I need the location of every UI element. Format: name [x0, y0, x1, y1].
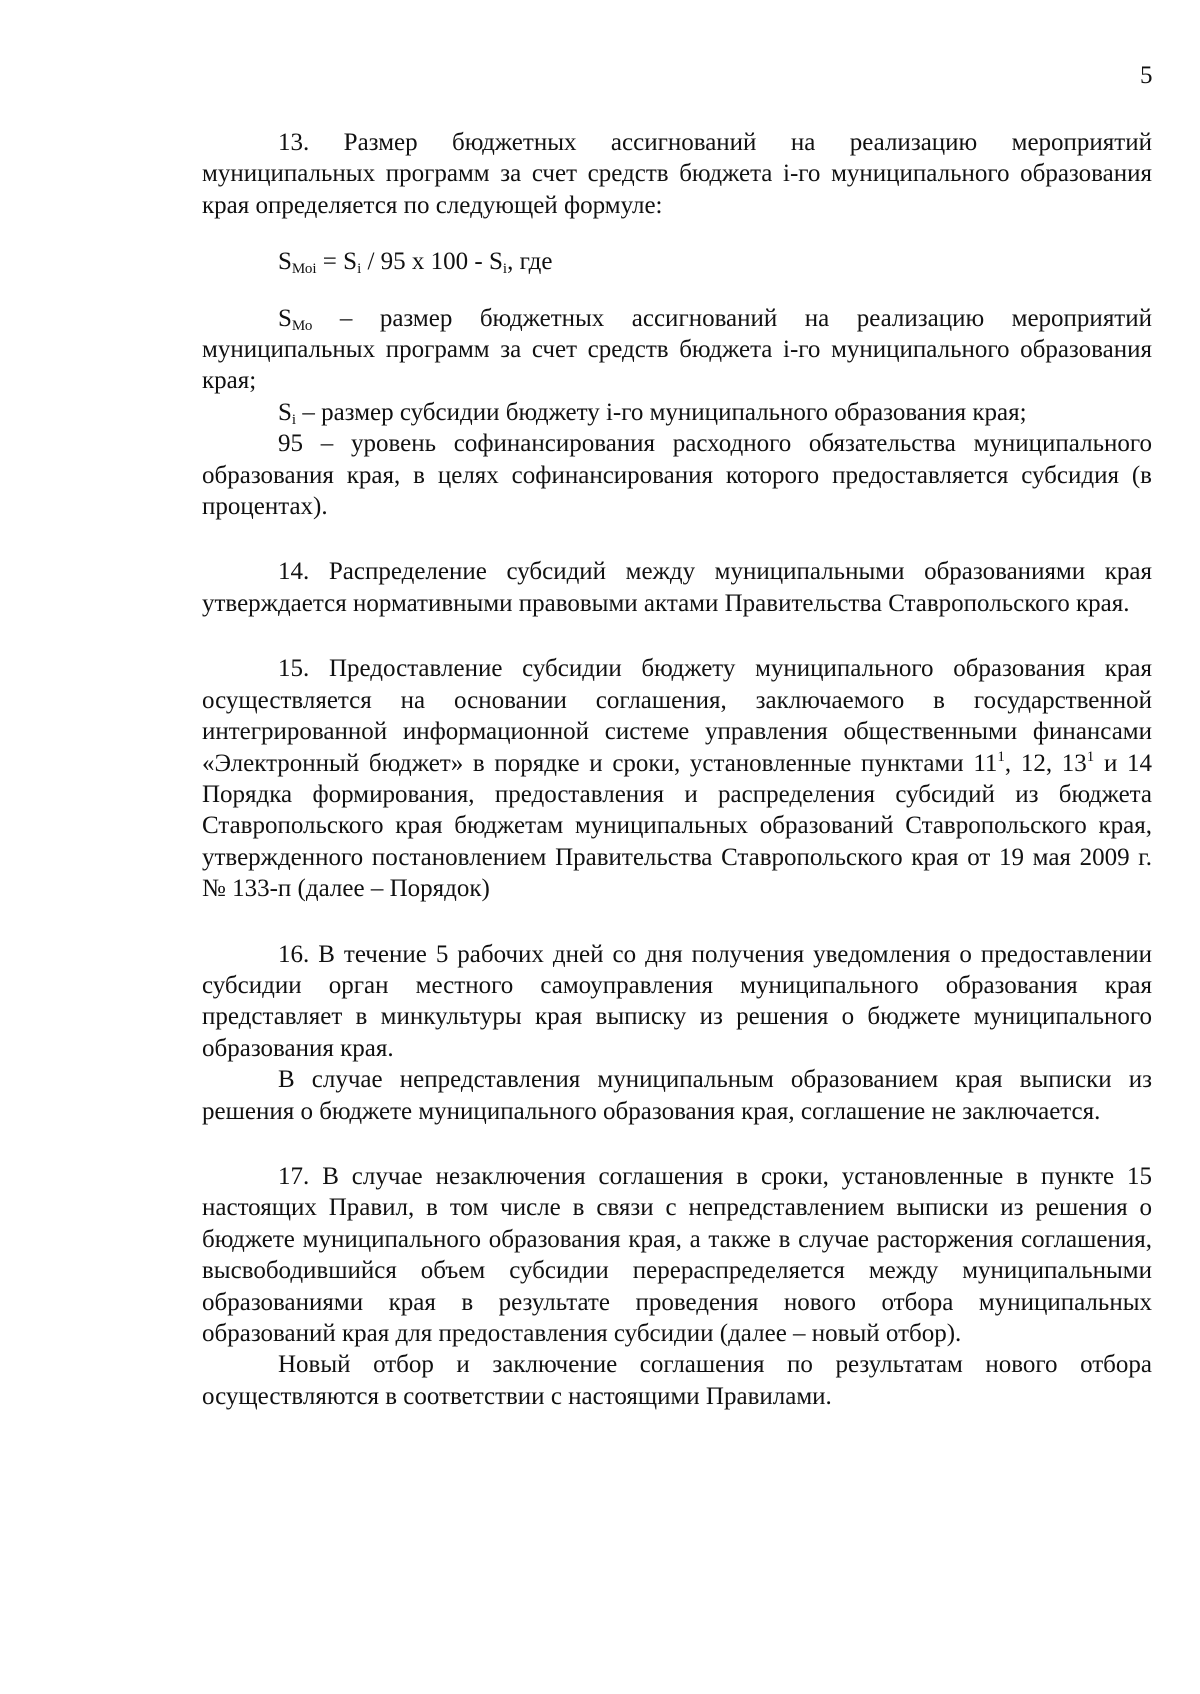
- formula-part: , где: [507, 248, 553, 276]
- definition-smo: [202, 303, 1152, 397]
- formula-symbol: S: [278, 248, 292, 276]
- definition-symbol: S: [278, 398, 292, 426]
- definition-subscript: i: [291, 411, 297, 428]
- paragraph-15-text: , 12, 13: [1004, 749, 1087, 777]
- paragraph-15: [202, 653, 1152, 904]
- document-body: [202, 127, 1152, 1412]
- definition-symbol: S: [278, 304, 292, 332]
- paragraph-14: 14. Распределение субсидий между муниципальными образованиями края утверждается нормативными правовыми актами Правительства Ставропольского края.: [202, 558, 1152, 617]
- formula-subscript: i: [357, 261, 362, 278]
- formula-part: / 95 х 100 - S: [361, 248, 503, 276]
- paragraph-16: 16. В течение 5 рабочих дней со дня получения уведомления о предоставлении субсидии орган местного самоуправления муниципального образования края представляет в минкультуры края выписку из решения о бюджете муниципального образования края.: [202, 940, 1152, 1062]
- definition-subscript: Мо: [291, 317, 313, 334]
- definition-text: – размер бюджетных ассигнований на реализацию мероприятий муниципальных программ за счет средств бюджета i-го муниципального образования края;: [202, 304, 1152, 395]
- superscript: 1: [1086, 748, 1095, 765]
- paragraph-17-continued: Новый отбор и заключение соглашения по результатам нового отбора осуществляются в соответствии с настоящими Правилами.: [202, 1351, 1152, 1410]
- formula: [202, 246, 1152, 277]
- formula-part: = S: [316, 248, 358, 276]
- paragraph-13: 13. Размер бюджетных ассигнований на реализацию мероприятий муниципальных программ за счет средств бюджета i-го муниципального образования края определяется по следующей формуле:: [202, 129, 1152, 219]
- paragraph-15-text: и 14 Порядка формирования, предоставления и распределения субсидий из бюджета Ставропольского края бюджетам муниципальных образований Ставропольского края, утвержденного постановлением Правительства Ставропольского края от 19 мая 2009 г. № 133-п (далее – Порядок): [202, 749, 1152, 903]
- paragraph-17: 17. В случае незаключения соглашения в сроки, установленные в пункте 15 настоящих Правил, в том числе в связи с непредставлением выписки из решения о бюджете муниципального образования края, а также в случае расторжения соглашения, высвободившийся объем субсидии перераспределяется между муниципальными образованиями края в результате проведения нового отбора муниципальных образований края для предоставления субсидии (далее – новый отбор).: [202, 1162, 1152, 1347]
- formula-subscript: i: [502, 261, 508, 278]
- page-number: 5: [1140, 62, 1153, 89]
- paragraph-15-text: 15. Предоставление субсидии бюджету муниципального образования края осуществляется на основании соглашения, заключаемого в государственной интегрированной информационной системе управления общественными финансами «Электронный бюджет» в порядке и сроки, установленные пунктами 11: [202, 655, 1152, 777]
- paragraph-16-continued: В случае непредставления муниципальным образованием края выписки из решения о бюджете муниципального образования края, соглашение не заключается.: [202, 1066, 1152, 1125]
- definition-text: – размер субсидии бюджету i-го муниципального образования края;: [296, 398, 1027, 426]
- formula-subscript: Моi: [291, 261, 317, 278]
- definition-95: 95 – уровень софинансирования расходного обязательства муниципального образования края, в целях софинансирования которого предоставляется субсидия (в процентах).: [202, 430, 1152, 521]
- definition-si: [202, 397, 1152, 428]
- superscript: 1: [997, 748, 1005, 765]
